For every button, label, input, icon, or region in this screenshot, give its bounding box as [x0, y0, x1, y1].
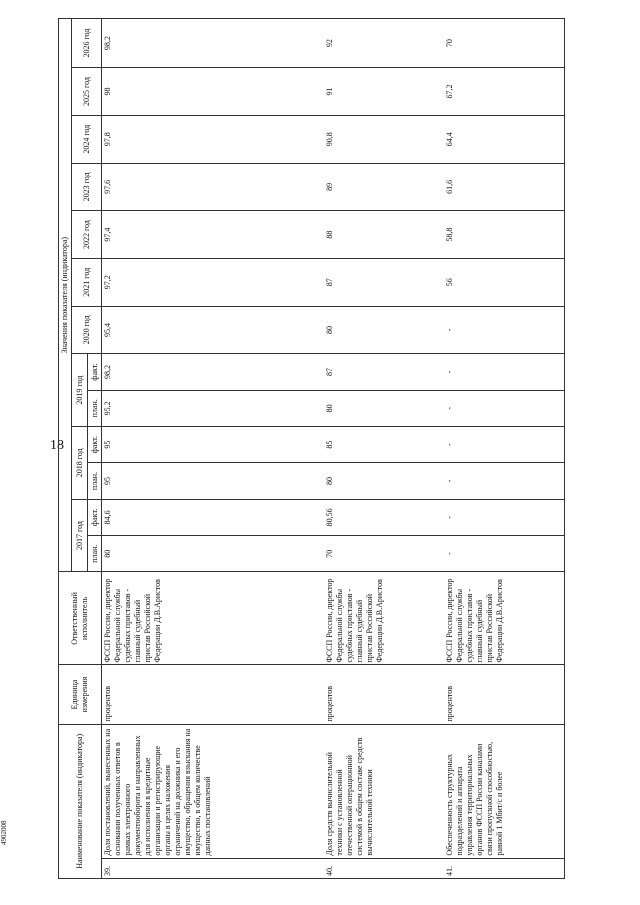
- table-row: [102, 19, 325, 879]
- row-number: 41.: [444, 858, 565, 878]
- header-2019: 2019 год: [72, 354, 88, 427]
- header-2018-fact: факт.: [88, 426, 102, 462]
- value-2023: 89: [324, 163, 444, 211]
- header-2018-plan: план.: [88, 463, 102, 499]
- value-2026: 92: [324, 19, 444, 68]
- header-executor: Ответственный исполнитель: [59, 572, 102, 665]
- row-number: 39.: [102, 858, 325, 878]
- value-2017-fact: -: [444, 499, 565, 535]
- value-2022: 58,8: [444, 211, 565, 259]
- header-2019-fact: факт.: [88, 354, 102, 390]
- header-2020: 2020 год: [72, 306, 102, 354]
- executor: ФССП России, директор Федеральной службы судебных приставов - главный судебный пристав Российской Федерации Д.В.Аристов: [102, 572, 325, 665]
- indicator-name: Доля средств вычислительной техники с установленной отечественной операционной системой в общем составе средств вычислительной техники: [324, 724, 444, 858]
- indicator-name: Доля постановлений, вынесенных на основании полученных ответов в рамках электронного документооборота и направленных для исполнения в кредитные организации и регистрирующие органы в целях наложения ограничений на должника и его имущество, обращения взыскания на имущество, в общем количестве данных постановлений: [102, 724, 325, 858]
- value-2019-plan: 95,2: [102, 390, 325, 426]
- value-2017-fact: 84,6: [102, 499, 325, 535]
- value-2024: 64,4: [444, 115, 565, 163]
- indicators-table-rotated: [58, 18, 640, 879]
- value-2018-plan: 80: [324, 463, 444, 499]
- value-2019-fact: 87: [324, 354, 444, 390]
- header-2017: 2017 год: [72, 499, 88, 572]
- unit: процентов: [102, 665, 325, 724]
- header-2017-fact: факт.: [88, 499, 102, 535]
- table-row: [444, 19, 565, 879]
- value-2025: 98: [102, 68, 325, 116]
- indicators-table: [58, 18, 565, 879]
- value-2026: 70: [444, 19, 565, 68]
- unit: процентов: [324, 665, 444, 724]
- header-2019-plan: план.: [88, 390, 102, 426]
- value-2017-plan: 80: [102, 536, 325, 572]
- header-2023: 2023 год: [72, 163, 102, 211]
- header-values-group: Значения показателя (индикатора): [59, 19, 72, 572]
- table-row: [324, 19, 444, 879]
- value-2018-fact: 85: [324, 426, 444, 462]
- value-2024: 97,8: [102, 115, 325, 163]
- header-2021: 2021 год: [72, 258, 102, 306]
- value-2023: 61,6: [444, 163, 565, 211]
- value-2019-fact: -: [444, 354, 565, 390]
- value-2024: 90,8: [324, 115, 444, 163]
- value-2020: -: [444, 306, 565, 354]
- page-number: 18: [50, 438, 64, 453]
- value-2021: 56: [444, 258, 565, 306]
- value-2021: 97,2: [102, 258, 325, 306]
- value-2020: 80: [324, 306, 444, 354]
- header-2024: 2024 год: [72, 115, 102, 163]
- header-2018: 2018 год: [72, 426, 88, 499]
- value-2026: 98,2: [102, 19, 325, 68]
- value-2018-fact: 95: [102, 426, 325, 462]
- value-2019-plan: -: [444, 390, 565, 426]
- value-2018-fact: -: [444, 426, 565, 462]
- header-name: Наименование показателя (индикатора): [59, 724, 102, 878]
- value-2018-plan: -: [444, 463, 565, 499]
- value-2025: 67,2: [444, 68, 565, 116]
- document-id: 4902008: [0, 820, 8, 845]
- value-2019-plan: 80: [324, 390, 444, 426]
- value-2018-plan: 95: [102, 463, 325, 499]
- header-2017-plan: план.: [88, 536, 102, 572]
- value-2023: 97,6: [102, 163, 325, 211]
- header-unit: Единица измерения: [59, 665, 102, 724]
- header-2026: 2026 год: [72, 19, 102, 68]
- row-number: 40.: [324, 858, 444, 878]
- value-2021: 87: [324, 258, 444, 306]
- value-2020: 95,4: [102, 306, 325, 354]
- header-2025: 2025 год: [72, 68, 102, 116]
- header-2022: 2022 год: [72, 211, 102, 259]
- value-2017-plan: -: [444, 536, 565, 572]
- executor: ФССП России, директор Федеральной службы судебных приставов - главный судебный пристав Российской Федерации Д.В.Аристов: [324, 572, 444, 665]
- executor: ФССП России, директор Федеральной службы судебных приставов - главный судебный пристав Российской Федерации Д.В.Аристов: [444, 572, 565, 665]
- value-2022: 88: [324, 211, 444, 259]
- unit: процентов: [444, 665, 565, 724]
- value-2022: 97,4: [102, 211, 325, 259]
- value-2017-plan: 70: [324, 536, 444, 572]
- value-2019-fact: 98,2: [102, 354, 325, 390]
- value-2025: 91: [324, 68, 444, 116]
- value-2017-fact: 80,56: [324, 499, 444, 535]
- indicator-name: Обеспеченность структурных подразделений и аппарата управления территориальных органов ФССП России каналами связи пропускной способностью, равной 1 Мбит/с и более: [444, 724, 565, 858]
